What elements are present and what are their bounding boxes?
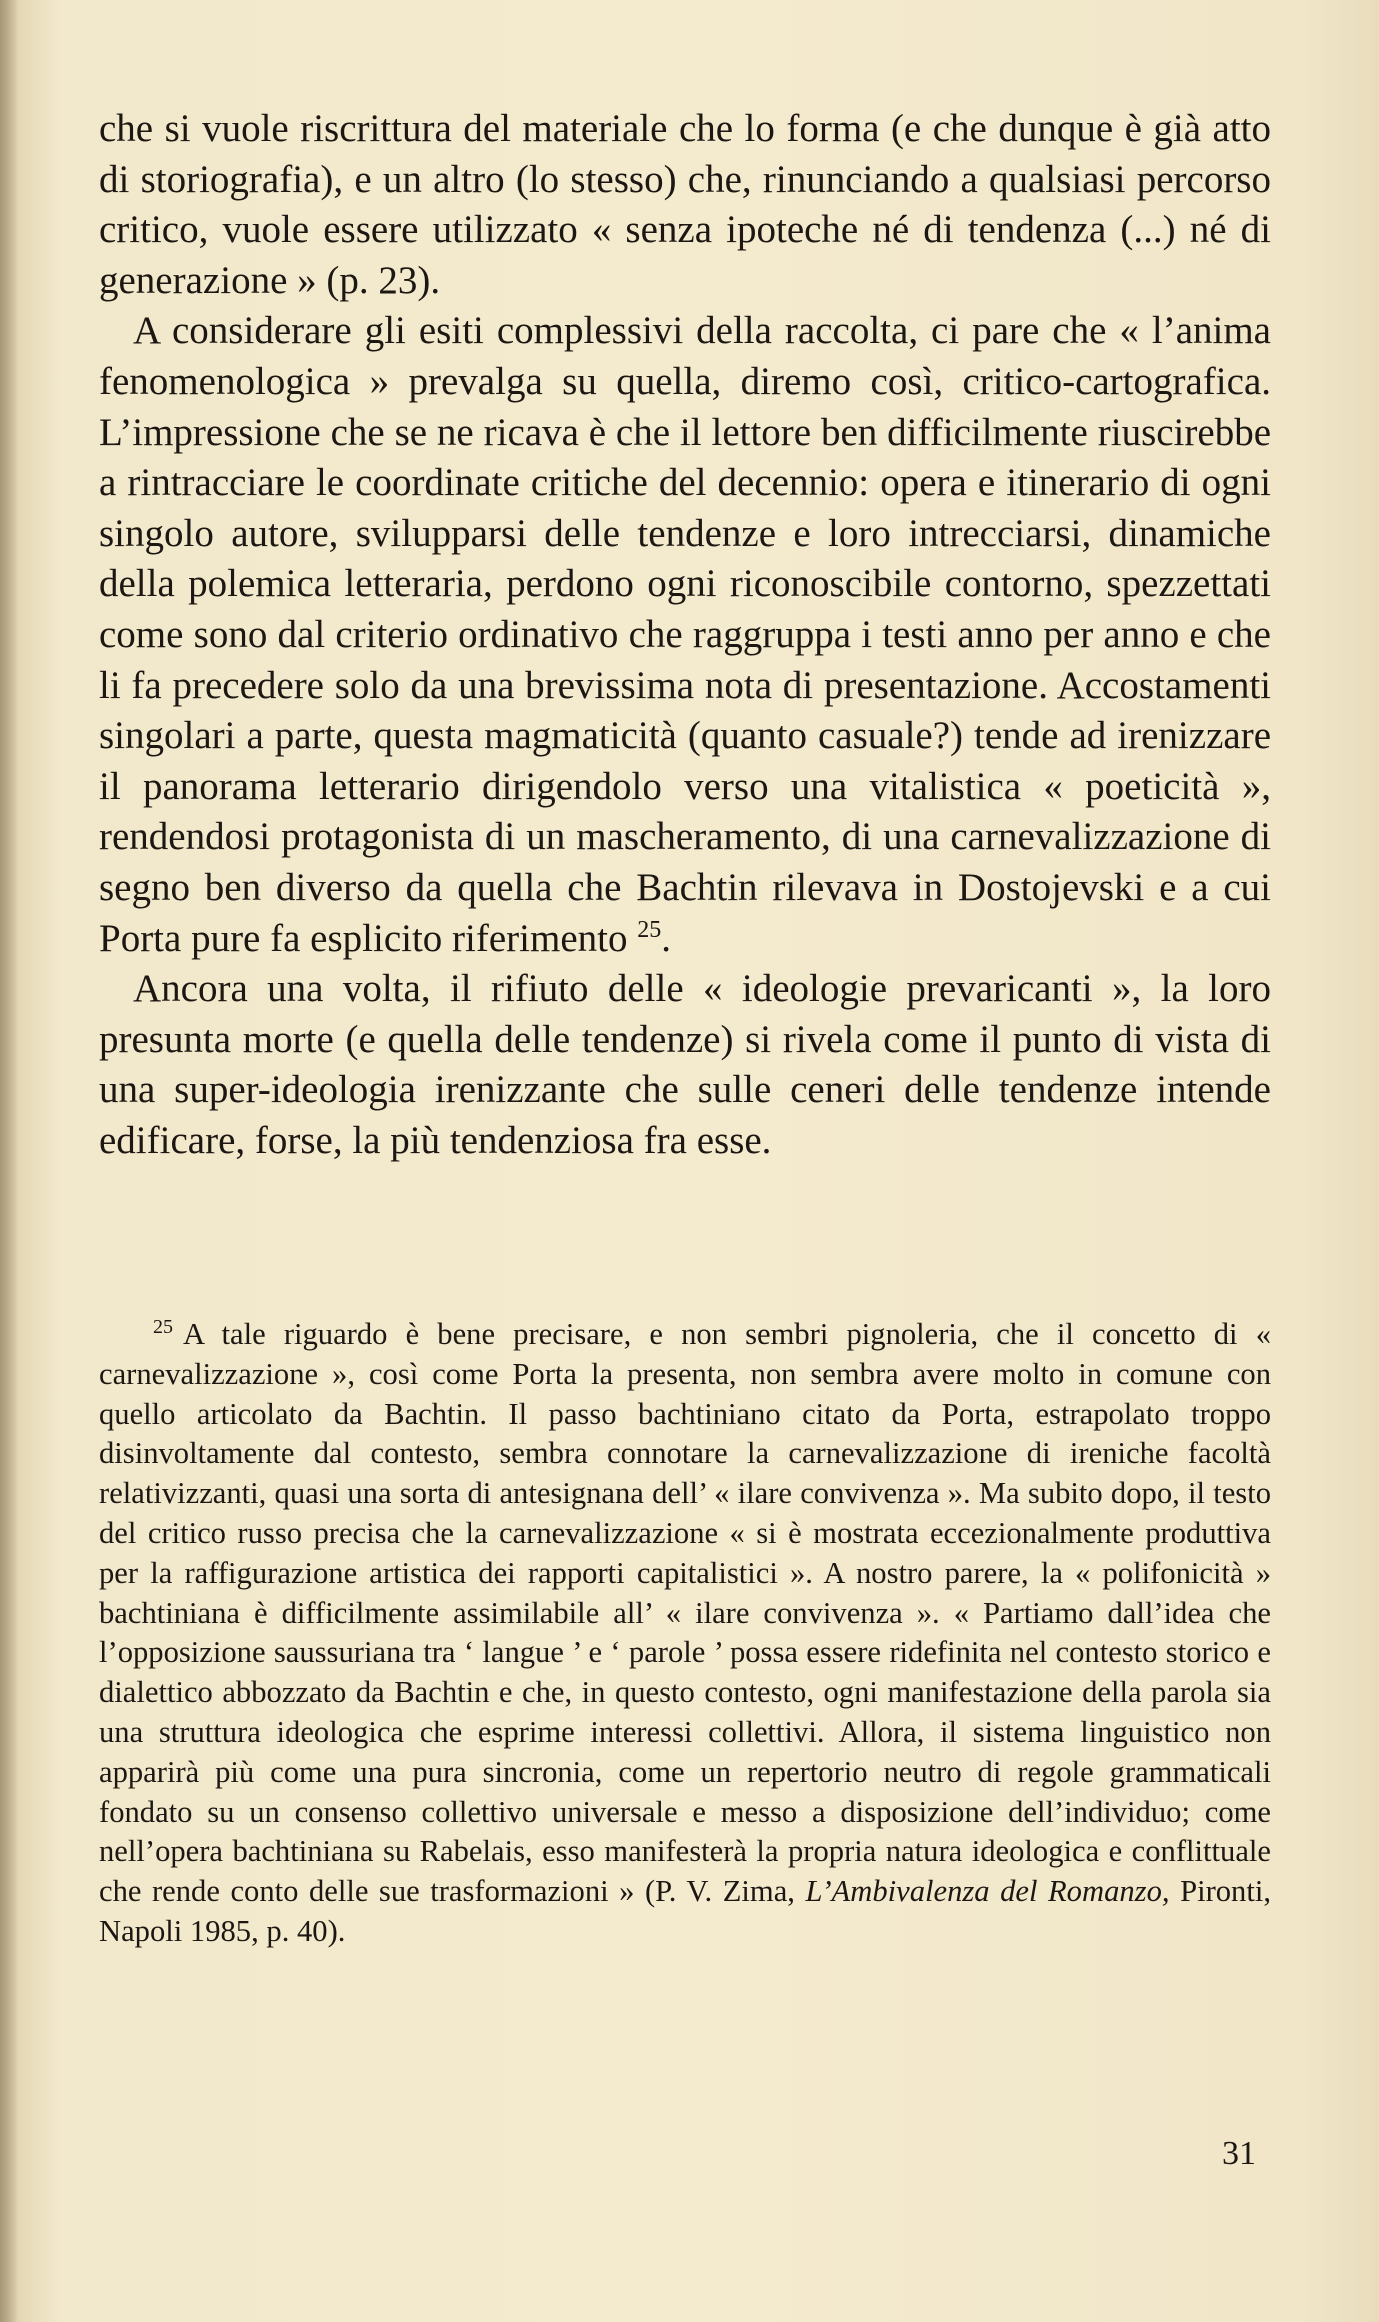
footnote-text-end: Pironti, Napoli 1985, p. 40). <box>99 1874 1272 1948</box>
paragraph-2-text: A considerare gli esiti complessivi della raccolta, ci pare che « l’anima fenomenologica » prevalga su quella, diremo così, critico-cartografica. L’impressione che se ne ricava è che il lettore ben difficilmente riuscirebbe a rintracciare le coordinate critiche del decennio: opera e itinerario di ogni singolo autore, svilupparsi delle tendenze e loro intrecciarsi, dinamiche della polemica letteraria, perdono ogni riconoscibile contorno, spezzettati come sono dal criterio ordinativo che raggruppa i testi anno per anno e che li fa precedere solo da una brevissima nota di presentazione. Accostamenti singolari a parte, questa magmaticità (quanto casuale?) tende ad irenizzare il panorama letterario dirigendolo verso una vitalistica « poeticità », rendendosi protagonista di un mascheramento, di una carnevalizzazione di segno ben diverso da quella che Bachtin rilevava in Dostojevski e a cui Porta pure fa esplicito riferimento <box>99 309 1271 960</box>
spine-shadow <box>0 0 18 2322</box>
main-text <box>99 104 1271 1166</box>
footnote-text: A tale riguardo è bene precisare, e non sembri pignoleria, che il concetto di « carnevalizzazione », così come Porta la presenta, non sembra avere molto in comune con quello articolato da Bachtin. Il passo bachtiniano citato da Porta, estrapolato troppo disinvoltamente dal contesto, sembra connotare la carnevalizzazione di ireniche facoltà relativizzanti, quasi una sorta di antesignana dell’ « ilare convivenza ». Ma subito dopo, il testo del critico russo precisa che la carnevalizzazione « si è mostrata eccezionalmente produttiva per la raffigurazione artistica dei rapporti capitalistici ». A nostro parere, la « polifonicità » bachtiniana è difficilmente assimilabile all’ « ilare convivenza ». « Partiamo dall’idea che l’opposizione saussuriana tra ‘ langue ’ e ‘ parole ’ possa essere ridefinita nel contesto storico e dialettico abbozzato da Bachtin e che, in questo contesto, ogni manifestazione della parola sia una struttura ideologica che esprime interessi collettivi. Allora, il sistema linguistico non apparirà più come una pura sincronia, come un repertorio neutro di regole grammaticali fondato su un consenso collettivo universale e messo a disposizione dell’individuo; come nell’opera bachtiniana su Rabelais, esso manifesterà la propria natura ideologica e conflittuale che rende conto delle sue trasformazioni » (P. V. Zima, <box>99 1317 1271 1909</box>
footnote-book-title: L’Ambivalenza del Romanzo, <box>805 1874 1170 1909</box>
footnote-25 <box>99 1315 1271 1952</box>
paragraph-3: Ancora una volta, il rifiuto delle « ideologie prevaricanti », la loro presunta morte (e quella delle tendenze) si rivela come il punto di vista di una super-ideologia irenizzante che sulle ceneri delle tendenze intende edificare, forse, la più tendenziosa fra esse. <box>99 967 1271 1162</box>
paragraph-2 <box>99 306 1271 964</box>
paragraph-2-end: . <box>661 916 671 960</box>
footnote-number: 25 <box>153 1315 173 1338</box>
page-number: 31 <box>1222 2135 1256 2172</box>
footnote-reference: 25 <box>637 916 662 943</box>
paragraph-1: che si vuole riscrittura del materiale che lo forma (e che dunque è già atto di storiografia), e un altro (lo stesso) che, rinunciando a qualsiasi percorso critico, vuole essere utilizzato « senza ipoteche né di tendenza (...) né di generazione » (p. 23). <box>99 107 1271 302</box>
footnotes <box>99 1315 1271 1952</box>
